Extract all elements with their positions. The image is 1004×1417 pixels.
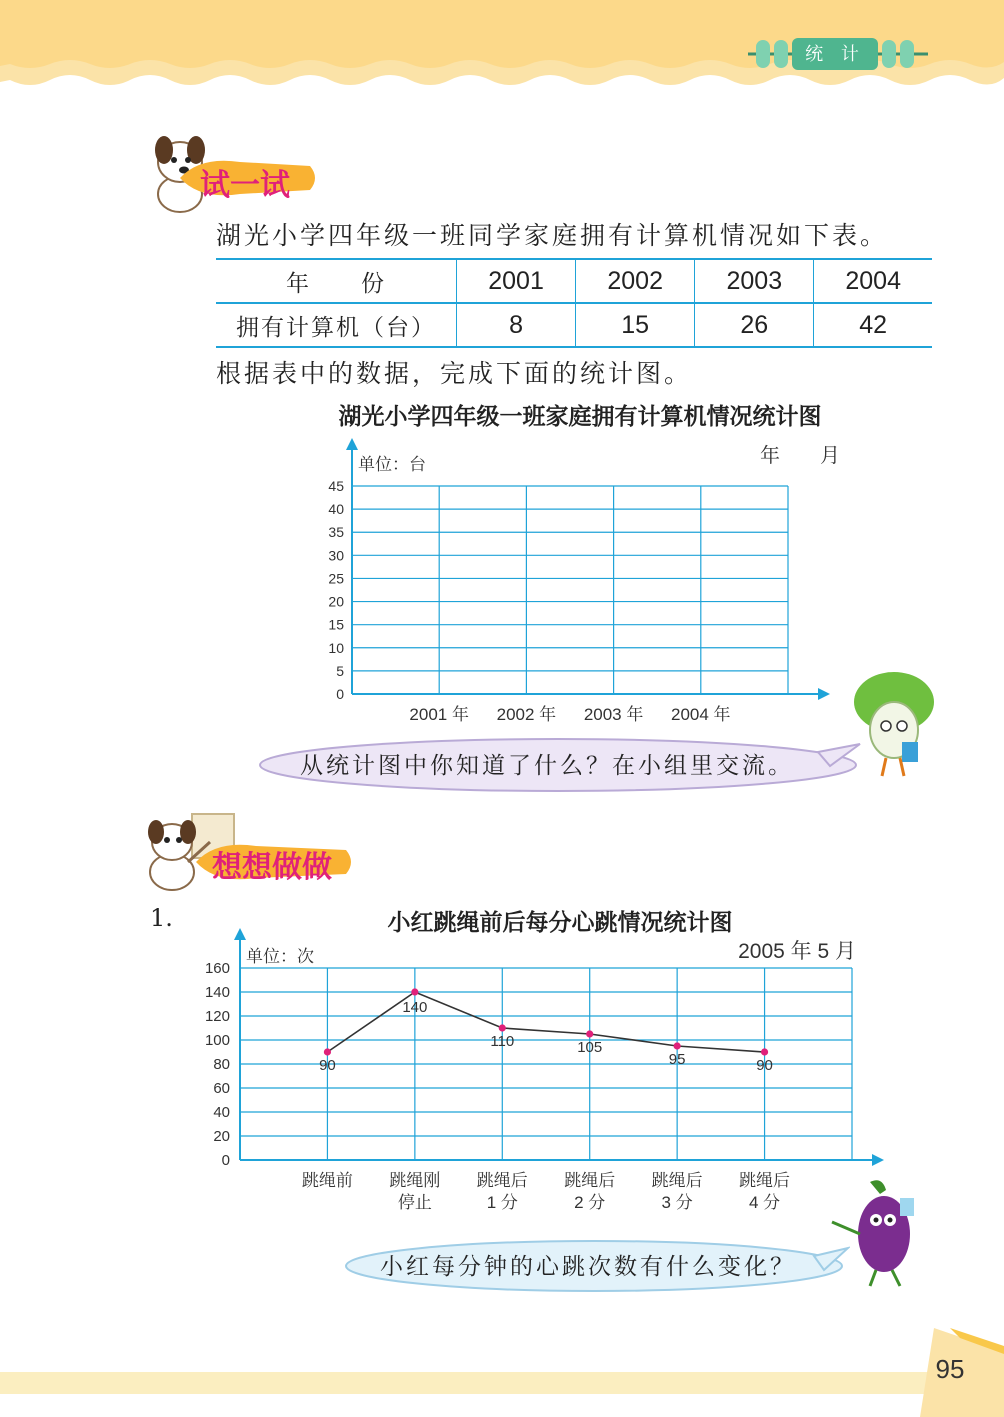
- chapter-tag: 统 计: [805, 44, 865, 65]
- chart1-x-tick-label: 2004 年: [671, 705, 731, 724]
- table-header-label: 年 份: [216, 259, 457, 303]
- chart2-x-tick-label: 3 分: [661, 1193, 693, 1212]
- chart2-x-tick-label: 跳绳后: [564, 1171, 616, 1190]
- chart1-date-label: 年 月: [760, 445, 840, 467]
- table-cell-value: 15: [576, 303, 695, 347]
- chart2-x-tick-label: 4 分: [748, 1193, 781, 1212]
- chart1-x-tick-label: 2002 年: [496, 705, 557, 724]
- page-number: 95: [935, 1354, 965, 1384]
- chart1-y-tick-label: 35: [328, 524, 344, 541]
- chart2-data-label: 110: [490, 1033, 515, 1050]
- intro-text: 湖光小学四年级一班同学家庭拥有计算机情况如下表。: [216, 221, 889, 250]
- chart1-y-tick-label: 15: [328, 616, 344, 633]
- chart2-data-point: [674, 1042, 681, 1049]
- chart2-y-tick-label: 80: [213, 1056, 230, 1073]
- chart2-y-tick-label: 0: [221, 1152, 230, 1169]
- chart1-y-tick-label: 10: [328, 639, 344, 656]
- item-number: 1.: [150, 904, 173, 932]
- chart2-x-tick-label: 1 分: [486, 1193, 518, 1212]
- table-row: [216, 259, 932, 303]
- chart2-data-label: 140: [402, 999, 428, 1016]
- chart2-unit-label: 单位：次: [246, 947, 314, 966]
- chart1-y-tick-label: 30: [328, 547, 344, 564]
- chart2-title: 小红跳绳前后每分心跳情况统计图: [387, 910, 733, 936]
- chart2-x-tick-label: 2 分: [574, 1193, 606, 1212]
- chart2-y-tick-label: 140: [204, 984, 230, 1001]
- table-cell-value: 8: [457, 303, 576, 347]
- chart1-title: 湖光小学四年级一班家庭拥有计算机情况统计图: [338, 404, 822, 430]
- chart2-y-tick-label: 40: [213, 1104, 230, 1121]
- chart2-data-label: 105: [577, 1039, 603, 1056]
- chart2-x-tick-label: 跳绳后: [739, 1171, 791, 1190]
- chart1-y-tick-label: 0: [336, 686, 344, 702]
- instruction-text: 根据表中的数据，完成下面的统计图。: [216, 359, 693, 388]
- chart1-x-tick-label: 2001 年: [409, 705, 469, 724]
- table-cell-year: 2003: [695, 259, 814, 303]
- chart2-x-tick-label: 跳绳后: [651, 1171, 703, 1190]
- chart2-data-label: 90: [319, 1057, 336, 1074]
- chart2-x-tick-label: 停止: [397, 1193, 432, 1212]
- chart1-y-tick-label: 25: [328, 570, 344, 587]
- chart2-x-tick-label: 跳绳刚: [389, 1171, 441, 1190]
- chart2-date-label: 2005 年 5 月: [738, 940, 856, 963]
- chart2-y-tick-label: 60: [213, 1080, 230, 1097]
- table-cell-value: 26: [695, 303, 814, 347]
- table-cell-year: 2001: [457, 259, 576, 303]
- section-title-think: 想想做做: [212, 850, 332, 885]
- computer-table: [216, 258, 932, 348]
- chart2-data-label: 95: [668, 1051, 686, 1068]
- chart1-x-tick-label: 2003 年: [583, 705, 644, 724]
- chart2-y-tick-label: 120: [204, 1008, 230, 1025]
- chart1-x-axis-arrow: [818, 688, 830, 700]
- chart1-y-tick-label: 5: [336, 662, 344, 679]
- section-title-try: 试一试: [200, 168, 290, 203]
- chart1-y-tick-label: 40: [328, 501, 344, 518]
- chart1-y-axis-arrow: [346, 438, 358, 450]
- table-cell-year: 2004: [814, 259, 932, 303]
- chart2-data-point: [586, 1030, 593, 1037]
- chart2-data-point: [411, 988, 418, 995]
- chart2-y-axis-arrow: [234, 928, 246, 940]
- chart2-data-label: 90: [756, 1057, 773, 1074]
- chart2-y-tick-label: 20: [213, 1128, 230, 1145]
- chart1-y-tick-label: 20: [328, 593, 344, 610]
- footer-band: [0, 1372, 1004, 1394]
- chart2-x-axis-arrow: [872, 1154, 884, 1166]
- chart2-x-tick-label: 跳绳后: [476, 1171, 528, 1190]
- table-cell-year: 2002: [576, 259, 695, 303]
- chart2-y-tick-label: 160: [204, 960, 230, 977]
- bubble1-text: 从统计图中你知道了什么？在小组里交流。: [300, 753, 794, 779]
- table-row-label: 拥有计算机（台）: [216, 303, 457, 347]
- chart1-unit-label: 单位：台: [358, 455, 426, 474]
- chart1-y-tick-label: 45: [328, 478, 344, 494]
- chart2-series-line: [327, 992, 764, 1052]
- chart2-y-tick-label: 100: [204, 1032, 230, 1049]
- table-cell-value: 42: [814, 303, 932, 347]
- chart2-data-point: [499, 1024, 506, 1031]
- table-row: [216, 303, 932, 347]
- chart1-computers: [300, 430, 860, 730]
- bubble2-text: 小红每分钟的心跳次数有什么变化？: [380, 1254, 796, 1280]
- chart2-heartbeat: [190, 924, 890, 1220]
- chart2-x-tick-label: 跳绳前: [301, 1171, 353, 1190]
- chart2-data-point: [324, 1048, 331, 1055]
- chart2-data-point: [761, 1048, 768, 1055]
